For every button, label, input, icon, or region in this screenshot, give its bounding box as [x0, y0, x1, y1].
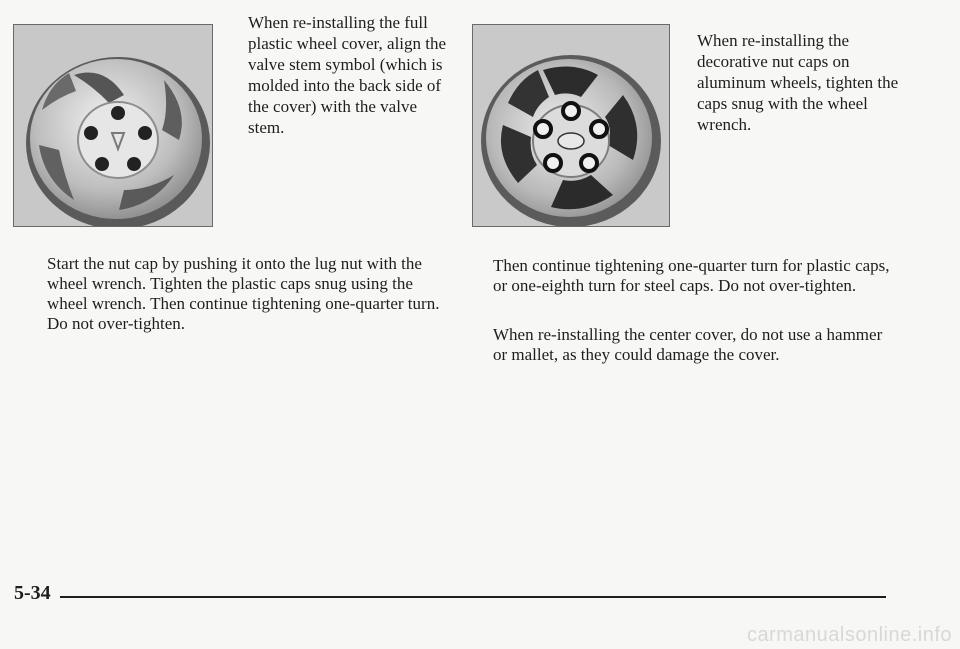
wheel-cover-photo [13, 24, 213, 227]
center-cover-warning: When re-installing the center cover, do not use a hammer or mallet, as they could damage the cover. [493, 325, 883, 364]
aluminum-wheel-photo [472, 24, 670, 227]
plastic-wheel-cover-illustration [14, 25, 212, 226]
wheel-cover-caption: When re-installing the full plastic wheel cover, align the valve stem symbol (which is molded into the back side of the cover) with the valve stem. [248, 13, 447, 137]
watermark: carmanualsonline.info [746, 624, 952, 646]
nut-caps-caption: When re-installing the decorative nut caps on aluminum wheels, tighten the caps snug with the wheel wrench. [697, 31, 899, 134]
tightening-instructions: Then continue tightening one-quarter turn for plastic caps, or one-eighth turn for steel caps. Do not over-tighten. [493, 256, 890, 295]
page-number: 5-34 [14, 582, 51, 604]
aluminum-wheel-illustration [473, 25, 669, 226]
nut-cap-instructions: Start the nut cap by pushing it onto the lug nut with the wheel wrench. Tighten the plastic caps snug using the wheel wrench. Then continue tightening one-quarter turn. Do not over-tighten. [47, 254, 440, 333]
footer-rule [60, 596, 886, 598]
